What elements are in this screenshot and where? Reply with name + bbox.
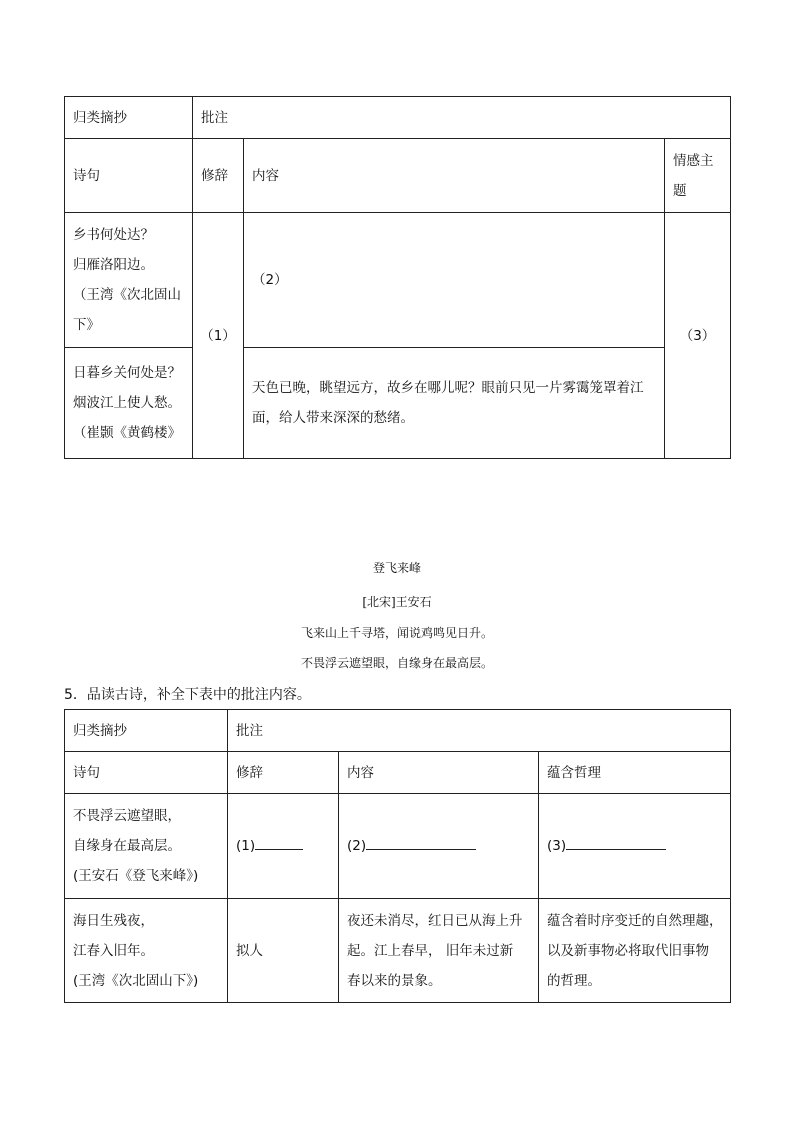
poem-line-1: 飞来山上千寻塔，闻说鸡鸣见日升。: [300, 626, 493, 640]
t1-row2-poem: 日暮乡关何处是？ 烟波江上使人愁。 （崔颢《黄鹤楼》: [65, 348, 193, 459]
question-5: 5．品读古诗，补全下表中的批注内容。: [64, 687, 311, 703]
t1-header-annotation: 批注: [193, 97, 731, 139]
poem-line-2: 不畏浮云遮望眼，自缘身在最高层。: [300, 656, 493, 670]
t1-rhetoric-blank[interactable]: （1）: [193, 213, 244, 459]
t1-header-category: 归类摘抄: [65, 97, 193, 139]
t2-row1-philosophy-blank[interactable]: (3): [539, 794, 731, 899]
t2-header-category: 归类摘抄: [65, 710, 228, 752]
t2-row1-rhetoric-blank[interactable]: (1): [228, 794, 339, 899]
t1-subheader-content: 内容: [244, 139, 665, 213]
t2-subheader-content: 内容: [339, 752, 539, 794]
t1-row1-content-blank[interactable]: （2）: [244, 213, 665, 348]
fill-line-2[interactable]: [366, 835, 476, 850]
t1-row2-content: 天色已晚，眺望远方，故乡在哪儿呢？眼前只见一片雾霭笼罩着江 面，给人带来深深的愁绪。: [244, 348, 665, 459]
t2-row2-content: 夜还未消尽，红日已从海上升 起。江上春早， 旧年未过新 春以来的景象。: [339, 899, 539, 1003]
t1-subheader-rhetoric: 修辞: [193, 139, 244, 213]
t2-subheader-philosophy: 蕴含哲理: [539, 752, 731, 794]
poem-author: [北宋]王安石: [362, 595, 432, 609]
t1-subheader-poem: 诗句: [65, 139, 193, 213]
t2-row1-poem: 不畏浮云遮望眼， 自缘身在最高层。 (王安石《登飞来峰》): [65, 794, 228, 899]
t1-emotion-blank[interactable]: （3）: [665, 213, 731, 459]
t2-subheader-rhetoric: 修辞: [228, 752, 339, 794]
t2-subheader-poem: 诗句: [65, 752, 228, 794]
annotation-table-2: [64, 709, 731, 1003]
t2-row2-rhetoric: 拟人: [228, 899, 339, 1003]
fill-line-1[interactable]: [255, 835, 303, 850]
t2-header-annotation: 批注: [228, 710, 731, 752]
annotation-table-1: [64, 96, 731, 459]
t2-row2-philosophy: 蕴含着时序变迁的自然理趣， 以及新事物必将取代旧事物 的哲理。: [539, 899, 731, 1003]
t1-row1-poem: 乡书何处达？ 归雁洛阳边。 （王湾《次北固山 下》: [65, 213, 193, 348]
poem-title: 登飞来峰: [372, 561, 421, 575]
t2-row2-poem: 海日生残夜， 江春入旧年。 (王湾《次北固山下》): [65, 899, 228, 1003]
fill-line-3[interactable]: [566, 835, 666, 850]
t1-subheader-emotion: 情感主 题: [665, 139, 731, 213]
t2-row1-content-blank[interactable]: (2): [339, 794, 539, 899]
